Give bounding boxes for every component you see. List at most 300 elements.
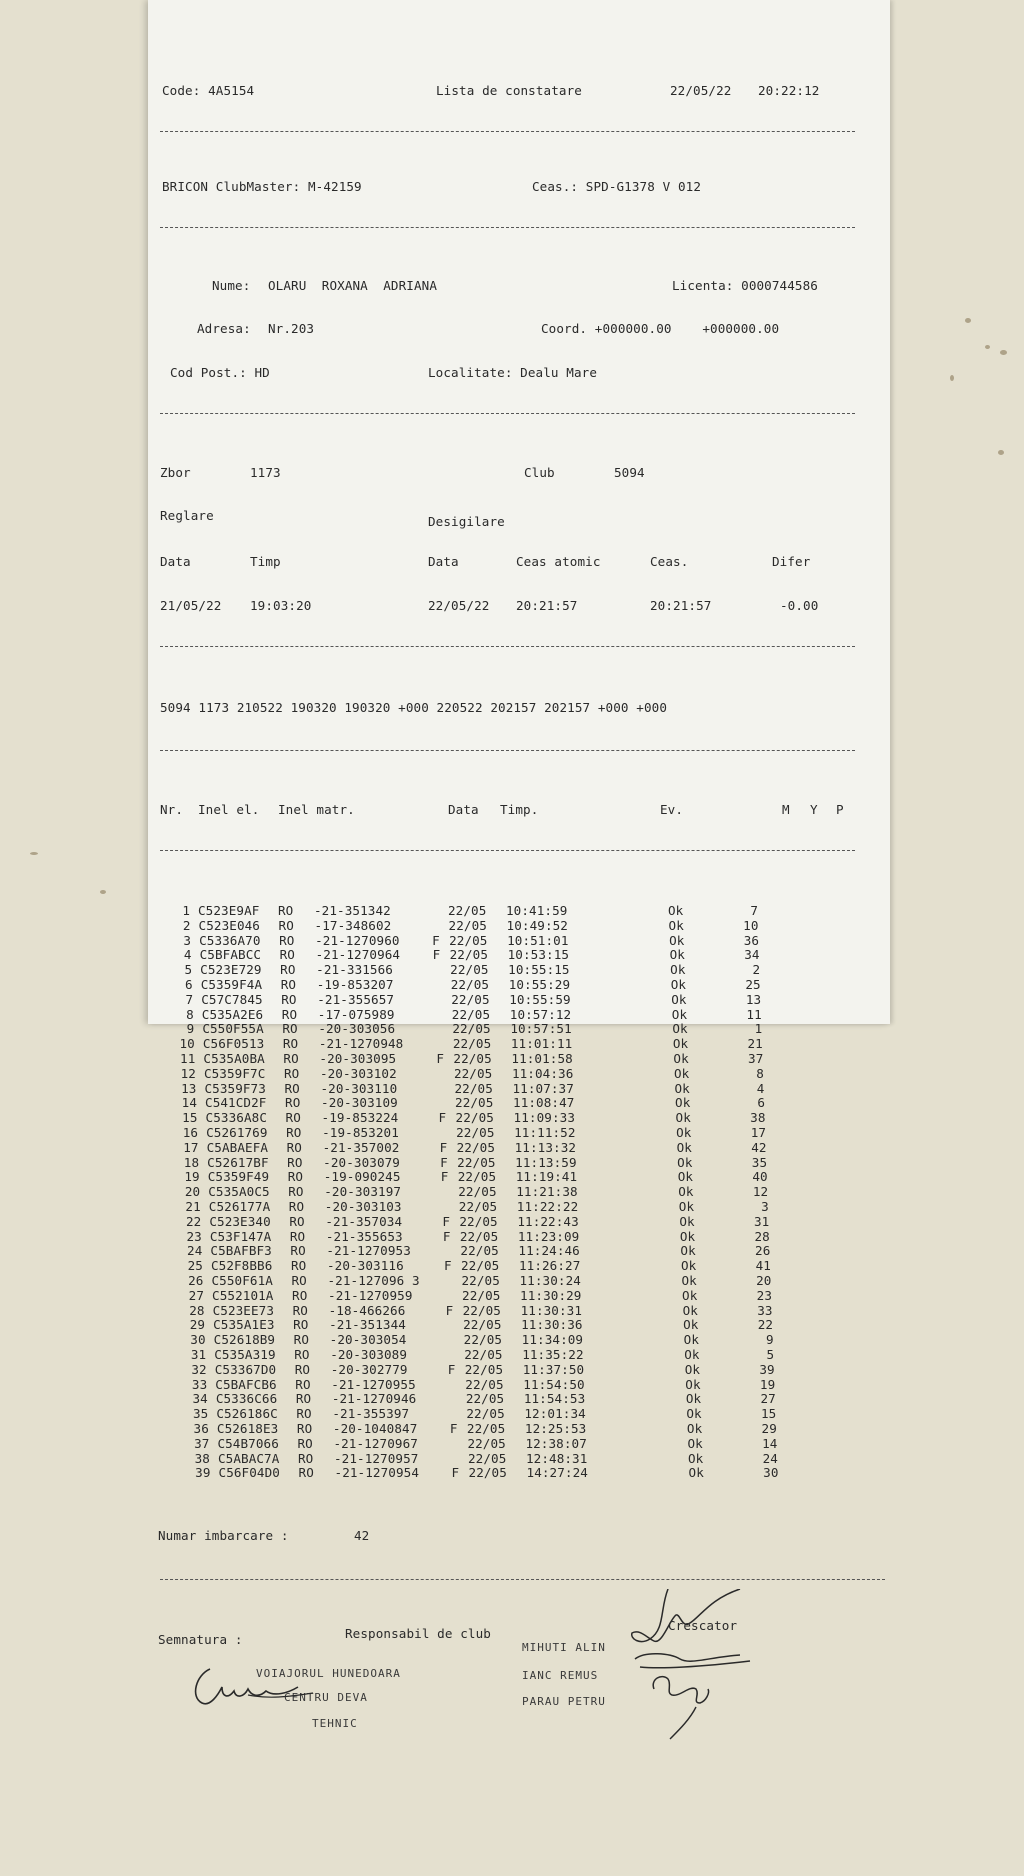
row-number: 11 [180, 1051, 196, 1067]
row-number: 38 [194, 1450, 210, 1466]
arrival-time: 12:48:31 [525, 1450, 588, 1466]
table-row [160, 1437, 860, 1452]
event-status: Ok [677, 1154, 693, 1170]
event-status: Ok [672, 1036, 689, 1052]
row-number: 24 [187, 1243, 203, 1259]
electronic-ring: C523E729 [200, 962, 262, 978]
rank: 41 [755, 1258, 771, 1274]
table-row [160, 1126, 860, 1141]
arrival-time: 10:55:29 [508, 977, 571, 993]
arrival-time: 11:37:50 [522, 1361, 585, 1377]
arrival-time: 11:01:11 [510, 1036, 573, 1052]
registration-ring: -20-303103 [324, 1199, 402, 1214]
col-m: M [782, 802, 790, 818]
electronic-ring: C523E046 [198, 917, 260, 933]
desigilare-label: Desigilare [428, 514, 505, 530]
signatures-committee [610, 1589, 760, 1749]
rank: 9 [765, 1332, 774, 1348]
country-code: RO [280, 977, 297, 993]
arrival-time: 10:53:15 [507, 947, 570, 963]
event-status: Ok [668, 917, 684, 933]
female-flag: F [442, 1213, 451, 1229]
registration-ring: -17-075989 [317, 1006, 395, 1022]
country-code: RO [278, 903, 294, 919]
country-code: RO [288, 1199, 305, 1214]
flight-line-3 [160, 555, 860, 570]
female-flag: F [439, 1139, 448, 1155]
row-number: 16 [182, 1125, 199, 1141]
row-number: 25 [187, 1258, 203, 1274]
country-code: RO [293, 1332, 310, 1348]
address-label: Adresa: [197, 321, 251, 337]
arrival-date: 22/05 [448, 917, 487, 933]
table-row [160, 1289, 860, 1304]
arrival-time: 12:25:53 [524, 1420, 587, 1436]
rank: 35 [751, 1154, 768, 1170]
col-timp: Timp. [500, 802, 539, 818]
event-status: Ok [685, 1391, 702, 1407]
table-row [160, 1141, 860, 1156]
row-number: 32 [191, 1361, 207, 1377]
arrival-date: 22/05 [462, 1302, 501, 1318]
rank: 6 [757, 1095, 766, 1111]
data2-label: Data [428, 554, 459, 570]
owner-address: Nr.203 [268, 321, 315, 337]
electronic-ring: C54B7066 [217, 1435, 279, 1451]
arrival-date: 22/05 [451, 991, 490, 1007]
boarding-count-label: Numar imbarcare : [158, 1527, 289, 1543]
electronic-ring: C535A0BA [203, 1051, 265, 1067]
registration-ring: -20-303109 [321, 1095, 398, 1111]
row-number: 2 [182, 917, 191, 933]
event-status: Ok [683, 1317, 699, 1333]
event-status: Ok [682, 1302, 698, 1318]
rank: 37 [748, 1051, 764, 1067]
row-number: 22 [185, 1213, 202, 1229]
data-label: Data [160, 554, 191, 570]
rank: 38 [750, 1110, 766, 1126]
arrival-date: 22/05 [460, 1243, 499, 1259]
reglare-time: 19:03:20 [250, 597, 312, 613]
country-code: RO [295, 1391, 312, 1407]
event-status: Ok [684, 1346, 700, 1362]
event-status: Ok [676, 1125, 692, 1141]
boarding-count-line [160, 1529, 860, 1544]
rank: 8 [756, 1065, 764, 1081]
event-status: Ok [678, 1184, 694, 1200]
female-flag: F [440, 1169, 449, 1185]
registration-ring: -21-331566 [316, 962, 393, 978]
female-flag: F [449, 1420, 458, 1436]
row-number: 29 [189, 1317, 206, 1333]
arrival-time: 11:22:43 [517, 1213, 579, 1229]
registration-ring: -21-1270946 [331, 1391, 417, 1407]
event-status: Ok [672, 1021, 688, 1037]
electronic-ring: C52618E3 [216, 1420, 279, 1436]
arrival-date: 22/05 [468, 1465, 507, 1481]
table-speck [1000, 350, 1007, 355]
table-header [160, 803, 860, 818]
rank: 7 [750, 903, 758, 919]
postcode: Cod Post.: HD [170, 365, 270, 381]
rank: 11 [746, 1006, 762, 1022]
rank: 19 [759, 1376, 776, 1392]
rank: 22 [757, 1317, 774, 1333]
registration-ring: -20-303095 [319, 1051, 397, 1067]
registration-ring: -21-355653 [325, 1228, 403, 1244]
table-row [160, 948, 860, 963]
row-number: 17 [183, 1139, 199, 1155]
country-code: RO [283, 1051, 299, 1067]
table-row [160, 1082, 860, 1097]
event-status: Ok [679, 1228, 696, 1244]
country-code: RO [292, 1302, 308, 1318]
ceas-label: Ceas. [650, 554, 689, 570]
event-status: Ok [675, 1095, 691, 1111]
rank: 12 [752, 1184, 769, 1200]
arrival-date: 22/05 [465, 1391, 505, 1407]
electronic-ring: C550F55A [202, 1021, 264, 1037]
event-status: Ok [685, 1376, 701, 1392]
electronic-ring: C523EE73 [212, 1302, 275, 1318]
divider [160, 750, 855, 751]
arrival-time: 11:19:41 [515, 1169, 578, 1185]
flight-line-4 [160, 599, 860, 614]
registration-ring: -20-303110 [320, 1080, 398, 1096]
divider [160, 646, 855, 647]
desigilare-date: 22/05/22 [428, 597, 490, 613]
arrival-time: 11:54:53 [523, 1391, 586, 1407]
table-row [160, 1333, 860, 1348]
arrival-date: 22/05 [464, 1346, 503, 1362]
reglare-label: Reglare [160, 508, 214, 524]
rank: 14 [762, 1435, 778, 1451]
electronic-ring: C535A319 [214, 1346, 276, 1362]
coordinates: Coord. +000000.00 +000000.00 [541, 321, 780, 337]
system-id: BRICON ClubMaster: M-42159 [162, 178, 362, 194]
country-code: RO [291, 1272, 307, 1288]
table-row [160, 1422, 860, 1437]
rank: 31 [753, 1213, 770, 1229]
event-status: Ok [688, 1465, 704, 1481]
arrival-date: 22/05 [457, 1154, 496, 1170]
country-code: RO [288, 1184, 304, 1200]
locality: Localitate: Dealu Mare [428, 365, 598, 381]
registration-ring: -21-1270953 [326, 1243, 411, 1259]
arrival-date: 22/05 [459, 1213, 498, 1229]
row-number: 7 [185, 991, 194, 1007]
table-row [160, 1200, 860, 1215]
electronic-ring: C5BAFCB6 [215, 1376, 277, 1392]
electronic-ring: C5359F7C [203, 1065, 266, 1081]
country-code: RO [297, 1435, 313, 1451]
country-code: RO [285, 1095, 301, 1111]
table-row [160, 963, 860, 978]
female-flag: F [451, 1465, 460, 1481]
rank: 5 [766, 1346, 775, 1362]
female-flag: F [432, 947, 441, 963]
electronic-ring: C535A0C5 [208, 1184, 270, 1200]
club-value: 5094 [614, 464, 645, 480]
table-row [160, 1378, 860, 1393]
row-number: 35 [192, 1406, 209, 1422]
arrival-time: 10:41:59 [506, 903, 568, 919]
electronic-ring: C550F61A [211, 1272, 273, 1288]
event-status: Ok [686, 1420, 703, 1436]
arrival-time: 10:49:52 [506, 917, 568, 933]
arrival-date: 22/05 [451, 1006, 491, 1022]
divider [160, 850, 855, 851]
registration-ring: -21-355397 [332, 1406, 410, 1422]
zbor-label: Zbor [160, 464, 191, 480]
arrival-date: 22/05 [455, 1095, 494, 1111]
electronic-ring: C552101A [212, 1287, 274, 1303]
rank: 23 [756, 1287, 773, 1303]
row-number: 5 [184, 962, 193, 978]
table-row [160, 1259, 860, 1274]
table-row [160, 1170, 860, 1185]
event-status: Ok [678, 1199, 695, 1214]
event-status: Ok [673, 1051, 689, 1067]
row-number: 20 [184, 1184, 201, 1200]
rank: 24 [762, 1450, 778, 1466]
rank: 17 [750, 1125, 767, 1141]
arrival-time: 11:54:50 [523, 1376, 585, 1392]
female-flag: F [432, 932, 440, 948]
table-row [160, 1304, 860, 1319]
electronic-ring: C52617BF [207, 1154, 269, 1170]
row-number: 34 [192, 1391, 208, 1407]
header-date: 22/05/22 [670, 83, 732, 99]
table-row [160, 1407, 860, 1422]
rank: 25 [745, 977, 761, 993]
committee-member-1: MIHUTI ALIN [522, 1641, 606, 1655]
country-code: RO [281, 991, 297, 1007]
arrival-time: 11:30:24 [519, 1272, 581, 1288]
arrival-date: 22/05 [463, 1332, 503, 1348]
divider [160, 131, 855, 132]
electronic-ring: C56F04D0 [218, 1465, 280, 1481]
table-row [160, 1466, 860, 1481]
arrival-date: 22/05 [449, 932, 488, 948]
table-row [160, 1156, 860, 1171]
electronic-ring: C5336C66 [215, 1391, 278, 1407]
table-row [160, 1452, 860, 1467]
arrival-date: 22/05 [466, 1406, 505, 1422]
registration-ring: -21-1270948 [318, 1036, 404, 1052]
encoded-summary: 5094 1173 210522 190320 190320 +000 220522 202157 202157 +000 +000 [160, 699, 668, 715]
event-status: Ok [681, 1272, 697, 1288]
registration-ring: -20-303116 [326, 1258, 404, 1274]
arrival-time: 14:27:24 [526, 1465, 588, 1481]
registration-ring: -21-127096 3 [327, 1272, 420, 1288]
registration-ring: -19-853201 [322, 1125, 399, 1141]
col-y: Y [810, 802, 818, 818]
registration-ring: -20-303054 [329, 1332, 407, 1348]
flight-line-2 [160, 508, 860, 530]
table-row [160, 1185, 860, 1200]
arrival-time: 11:08:47 [513, 1095, 575, 1111]
electronic-ring: C52F8BB6 [210, 1258, 273, 1274]
electronic-ring: C5261769 [206, 1125, 268, 1141]
zbor-value: 1173 [250, 464, 281, 480]
rank: 42 [751, 1139, 767, 1155]
col-data: Data [448, 802, 479, 818]
table-row [160, 1008, 860, 1023]
registration-ring: -21-357002 [322, 1139, 400, 1155]
rank: 15 [760, 1406, 777, 1422]
row-number: 19 [184, 1169, 200, 1185]
electronic-ring: C5359F73 [204, 1080, 266, 1096]
arrival-date: 22/05 [452, 1036, 492, 1052]
boarding-count: 42 [354, 1527, 370, 1543]
electronic-ring: C523E9AF [198, 903, 260, 919]
difference: -0.00 [780, 597, 819, 613]
arrival-date: 22/05 [450, 977, 490, 993]
female-flag: F [436, 1051, 445, 1067]
event-status: Ok [680, 1258, 697, 1274]
row-number: 6 [185, 977, 193, 993]
row-number: 10 [179, 1036, 195, 1052]
event-status: Ok [683, 1332, 700, 1348]
arrival-time: 11:35:22 [522, 1346, 584, 1362]
event-status: Ok [677, 1169, 694, 1185]
rank: 27 [760, 1391, 776, 1407]
owner-line-1 [160, 279, 860, 294]
arrival-date: 22/05 [464, 1361, 504, 1377]
rank: 21 [747, 1036, 763, 1052]
club-label: Club [524, 464, 555, 480]
country-code: RO [294, 1361, 311, 1377]
country-code: RO [283, 1065, 300, 1081]
arrival-time: 11:30:36 [521, 1317, 583, 1333]
difer-label: Difer [772, 554, 811, 570]
arrival-time: 11:11:52 [514, 1125, 576, 1141]
rank: 4 [756, 1080, 765, 1096]
arrival-time: 11:24:46 [518, 1243, 580, 1259]
header-line [160, 84, 860, 99]
registration-ring: -20-1040847 [332, 1420, 418, 1436]
registration-ring: -20-303197 [324, 1184, 402, 1200]
row-number: 8 [186, 1006, 194, 1022]
row-number: 26 [188, 1272, 204, 1288]
arrival-date: 22/05 [450, 962, 489, 978]
arrival-date: 22/05 [459, 1228, 499, 1244]
event-status: Ok [673, 1065, 690, 1081]
signature-owner [188, 1657, 318, 1717]
event-status: Ok [671, 991, 687, 1007]
table-speck [30, 852, 38, 855]
arrival-time: 11:13:32 [514, 1139, 577, 1155]
arrival-date: 22/05 [462, 1287, 501, 1303]
rank: 2 [752, 962, 761, 978]
row-number: 18 [183, 1154, 200, 1170]
event-status: Ok [680, 1243, 696, 1259]
registration-ring: -21-1270960 [315, 932, 400, 948]
breeder-label: Crescator [668, 1618, 738, 1634]
electronic-ring: C5336A70 [199, 932, 261, 948]
name-label: Nume: [212, 277, 251, 293]
registration-ring: -19-853224 [321, 1110, 399, 1126]
event-status: Ok [669, 932, 685, 948]
arrival-date: 22/05 [448, 903, 487, 919]
country-code: RO [292, 1287, 308, 1303]
country-code: RO [290, 1258, 307, 1274]
signature-area [158, 1618, 860, 1787]
row-number: 3 [183, 932, 192, 948]
event-status: Ok [687, 1450, 704, 1466]
stamp-line-1: VOIAJORUL HUNEDOARA [256, 1667, 401, 1681]
arrival-time: 10:51:01 [507, 932, 569, 948]
arrival-time: 10:55:15 [508, 962, 570, 978]
table-row [160, 1348, 860, 1363]
event-status: Ok [674, 1080, 690, 1096]
electronic-ring: C5ABAC7A [217, 1450, 280, 1466]
registration-ring: -21-357034 [325, 1213, 403, 1229]
row-number: 30 [190, 1332, 206, 1348]
arrival-time: 11:23:09 [517, 1228, 580, 1244]
row-number: 39 [195, 1465, 211, 1481]
country-code: RO [285, 1110, 301, 1126]
event-status: Ok [676, 1139, 692, 1155]
arrival-date: 22/05 [458, 1184, 497, 1200]
arrival-time: 11:30:29 [520, 1287, 582, 1303]
registration-ring: -19-090245 [323, 1169, 401, 1185]
divider [160, 227, 855, 228]
row-number: 21 [185, 1199, 201, 1214]
row-number: 9 [186, 1021, 195, 1037]
row-number: 37 [194, 1435, 210, 1451]
rank: 34 [744, 947, 760, 963]
arrival-date: 22/05 [456, 1139, 496, 1155]
table-row [160, 1215, 860, 1230]
registration-ring: -19-853207 [316, 977, 394, 993]
owner-name: OLARU ROXANA ADRIANA [268, 277, 438, 293]
arrival-date: 22/05 [453, 1065, 493, 1081]
arrival-date: 22/05 [461, 1272, 500, 1288]
rank: 28 [754, 1228, 770, 1244]
registration-ring: -20-303079 [323, 1154, 400, 1170]
table-row [160, 1067, 860, 1082]
table-row [160, 1230, 860, 1245]
electronic-ring: C541CD2F [205, 1095, 267, 1111]
rank: 33 [757, 1302, 773, 1318]
row-number: 36 [193, 1420, 209, 1436]
female-flag: F [445, 1302, 454, 1318]
country-code: RO [287, 1169, 304, 1185]
electronic-ring: C5359F49 [207, 1169, 270, 1185]
table-row [160, 1363, 860, 1378]
registration-ring: -21-1270957 [333, 1450, 419, 1466]
event-status: Ok [687, 1435, 703, 1451]
rank: 40 [752, 1169, 768, 1185]
country-code: RO [281, 1006, 298, 1022]
table-row [160, 1318, 860, 1333]
rank: 10 [743, 917, 759, 933]
electronic-ring: C535A2E6 [201, 1006, 264, 1022]
table-row [160, 1052, 860, 1067]
flight-line-1 [160, 466, 860, 481]
country-code: RO [287, 1154, 303, 1170]
committee-member-2: IANC REMUS [522, 1669, 599, 1683]
document [160, 26, 860, 1802]
signature-label: Semnatura : [158, 1632, 243, 1648]
event-status: Ok [671, 1006, 688, 1022]
row-number: 1 [182, 903, 190, 919]
arrival-time: 11:09:33 [513, 1110, 576, 1126]
reglare-date: 21/05/22 [160, 597, 222, 613]
registration-ring: -21-1270954 [334, 1465, 420, 1481]
